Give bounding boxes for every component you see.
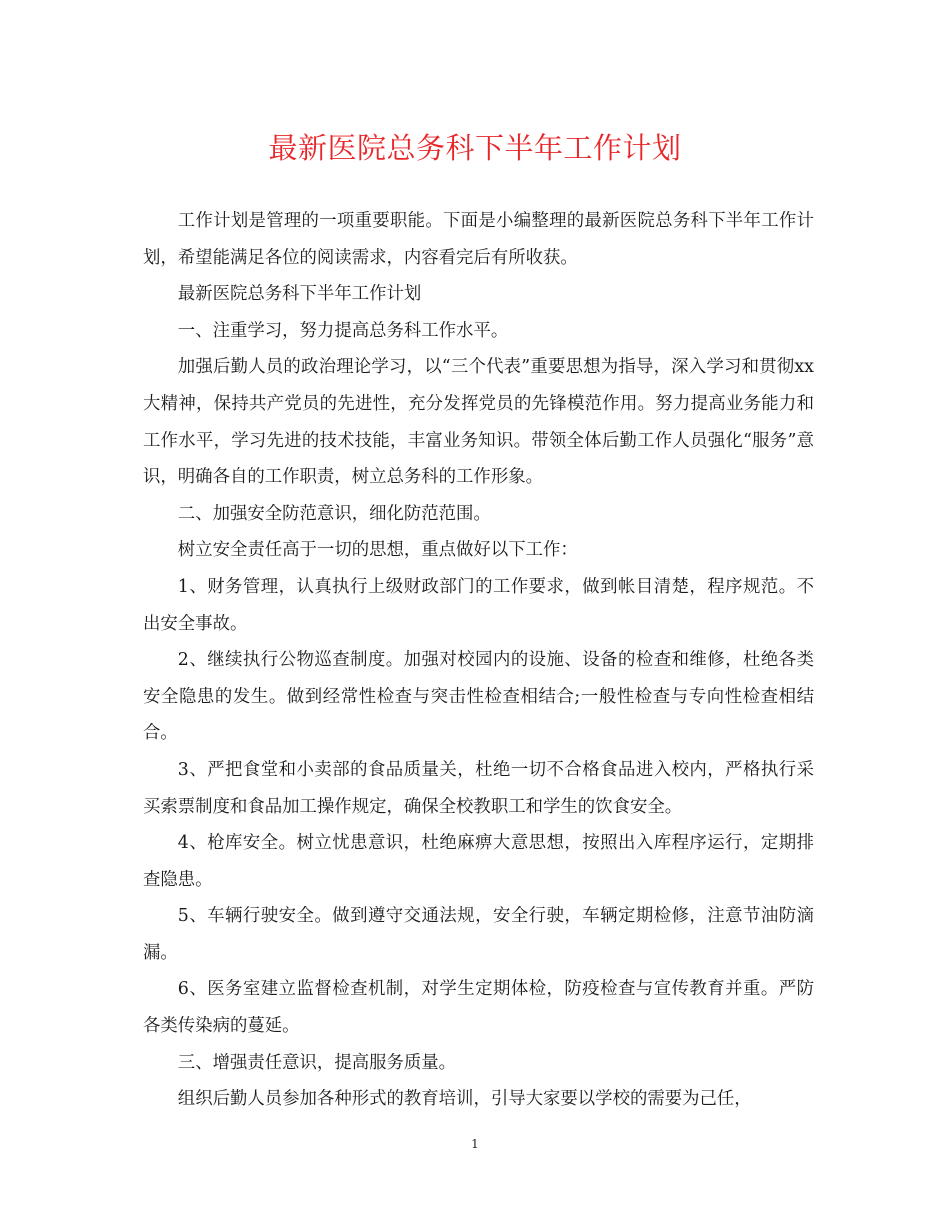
paragraph-section-3: 组织后勤人员参加各种形式的教育培训，引导大家要以学校的需要为己任， bbox=[177, 1089, 752, 1110]
paragraph-section-1: 加强后勤人员的政治理论学习，以“三个代表”重要思想为指导，深入学习和贯彻xx大精神，保持共产党员的先进性，充分发挥党员的先锋模范作用。努力提高业务能力和工作水平，学习先进的技术技能，丰富业务知识。带领全体后勤工作人员强化“服务”意识，明确各自的工作职责，树立总务科的工作形象。 bbox=[143, 357, 814, 488]
document-title: 最新医院总务科下半年工作计划 bbox=[268, 131, 682, 165]
page-number: 1 bbox=[471, 1137, 479, 1151]
list-item-1: 1、财务管理，认真执行上级财政部门的工作要求，做到帐目清楚，程序规范。不出安全事故。 bbox=[143, 576, 814, 634]
document-body bbox=[143, 203, 814, 1118]
list-item-3: 3、严把食堂和小卖部的食品质量关，杜绝一切不合格食品进入校内，严格执行采买索票制度和食品加工操作规定，确保全校教职工和学生的饮食安全。 bbox=[143, 759, 814, 817]
paragraph-section-2-intro: 树立安全责任高于一切的思想，重点做好以下工作： bbox=[177, 540, 578, 561]
list-item-2: 2、继续执行公物巡查制度。加强对校园内的设施、设备的检查和维修，杜绝各类安全隐患的发生。做到经常性检查与突击性检查相结合;一般性检查与专向性检查相结合。 bbox=[143, 650, 814, 744]
list-item-4: 4、枪库安全。树立忧患意识，杜绝麻痹大意思想，按照出入库程序运行，定期排查隐患。 bbox=[143, 833, 814, 890]
paragraph-intro: 工作计划是管理的一项重要职能。下面是小编整理的最新医院总务科下半年工作计划，希望能满足各位的阅读需求，内容看完后有所收获。 bbox=[143, 211, 814, 268]
section-heading-3: 三、增强责任意识，提高服务质量。 bbox=[177, 1052, 457, 1073]
list-item-5: 5、车辆行驶安全。做到遵守交通法规，安全行驶，车辆定期检修，注意节油防滴漏。 bbox=[143, 906, 814, 963]
section-heading-1: 一、注重学习，努力提高总务科工作水平。 bbox=[177, 320, 509, 341]
paragraph-subtitle: 最新医院总务科下半年工作计划 bbox=[177, 284, 422, 305]
section-heading-2: 二、加强安全防范意识，细化防范范围。 bbox=[177, 503, 491, 524]
list-item-6: 6、医务室建立监督检查机制，对学生定期体检，防疫检查与宣传教育并重。严防各类传染病的蔓延。 bbox=[143, 979, 814, 1037]
